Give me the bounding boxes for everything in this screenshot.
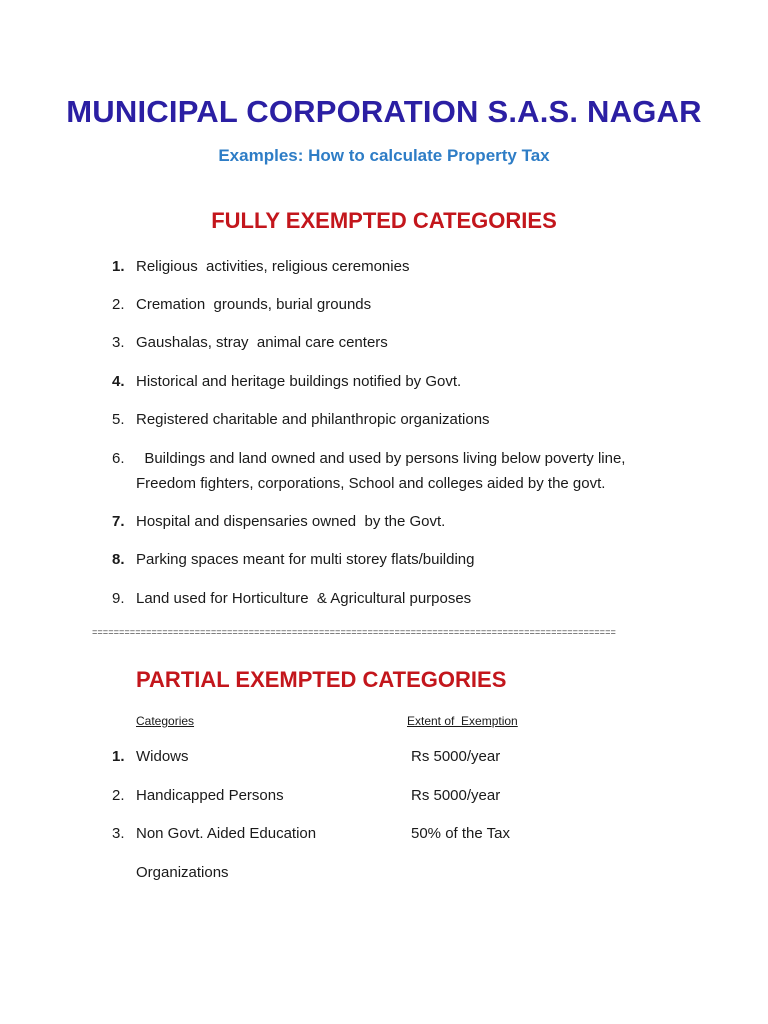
page-title: MUNICIPAL CORPORATION S.A.S. NAGAR bbox=[66, 94, 702, 129]
page-subtitle: Examples: How to calculate Property Tax bbox=[218, 146, 550, 165]
partial-exempted-heading: PARTIAL EXEMPTED CATEGORIES bbox=[136, 667, 507, 692]
row-category: Handicapped Persons bbox=[136, 787, 284, 804]
list-text-continued: Freedom fighters, corporations, School and colleges aided by the govt. bbox=[136, 475, 606, 492]
list-number: 7. bbox=[112, 513, 125, 530]
column-header-extent: Extent of Exemption bbox=[407, 714, 518, 728]
column-header-categories: Categories bbox=[136, 714, 195, 728]
list-number: 3. bbox=[112, 334, 125, 351]
list-number: 4. bbox=[112, 373, 125, 390]
section-divider: ================================================================================================= bbox=[92, 628, 616, 638]
list-text: Gaushalas, stray animal care centers bbox=[136, 334, 388, 351]
row-extent: 50% of the Tax bbox=[411, 825, 510, 842]
list-text: Buildings and land owned and used by persons living below poverty line, bbox=[136, 450, 626, 467]
row-category: Widows bbox=[136, 748, 189, 765]
row-number: 2. bbox=[112, 787, 125, 804]
row-category: Non Govt. Aided Education bbox=[136, 825, 317, 842]
list-text: Cremation grounds, burial grounds bbox=[136, 296, 372, 313]
list-text: Hospital and dispensaries owned by the Govt. bbox=[136, 513, 446, 530]
list-number: 5. bbox=[112, 411, 125, 428]
list-number: 8. bbox=[112, 551, 125, 568]
row-extent: Rs 5000/year bbox=[411, 787, 501, 804]
list-text: Registered charitable and philanthropic organizations bbox=[136, 411, 490, 428]
row-number: 1. bbox=[112, 748, 125, 765]
row-category-continued: Organizations bbox=[136, 864, 229, 881]
fully-exempted-heading: FULLY EXEMPTED CATEGORIES bbox=[211, 208, 557, 233]
list-number: 6. bbox=[112, 450, 125, 467]
list-text: Land used for Horticulture & Agricultural purposes bbox=[136, 590, 472, 607]
row-extent: Rs 5000/year bbox=[411, 748, 501, 765]
list-number: 1. bbox=[112, 258, 125, 275]
list-number: 9. bbox=[112, 590, 125, 607]
list-text: Parking spaces meant for multi storey flats/building bbox=[136, 551, 475, 568]
list-text: Historical and heritage buildings notified by Govt. bbox=[136, 373, 462, 390]
list-text: Religious activities, religious ceremonies bbox=[136, 258, 410, 275]
row-number: 3. bbox=[112, 825, 125, 842]
list-number: 2. bbox=[112, 296, 125, 313]
